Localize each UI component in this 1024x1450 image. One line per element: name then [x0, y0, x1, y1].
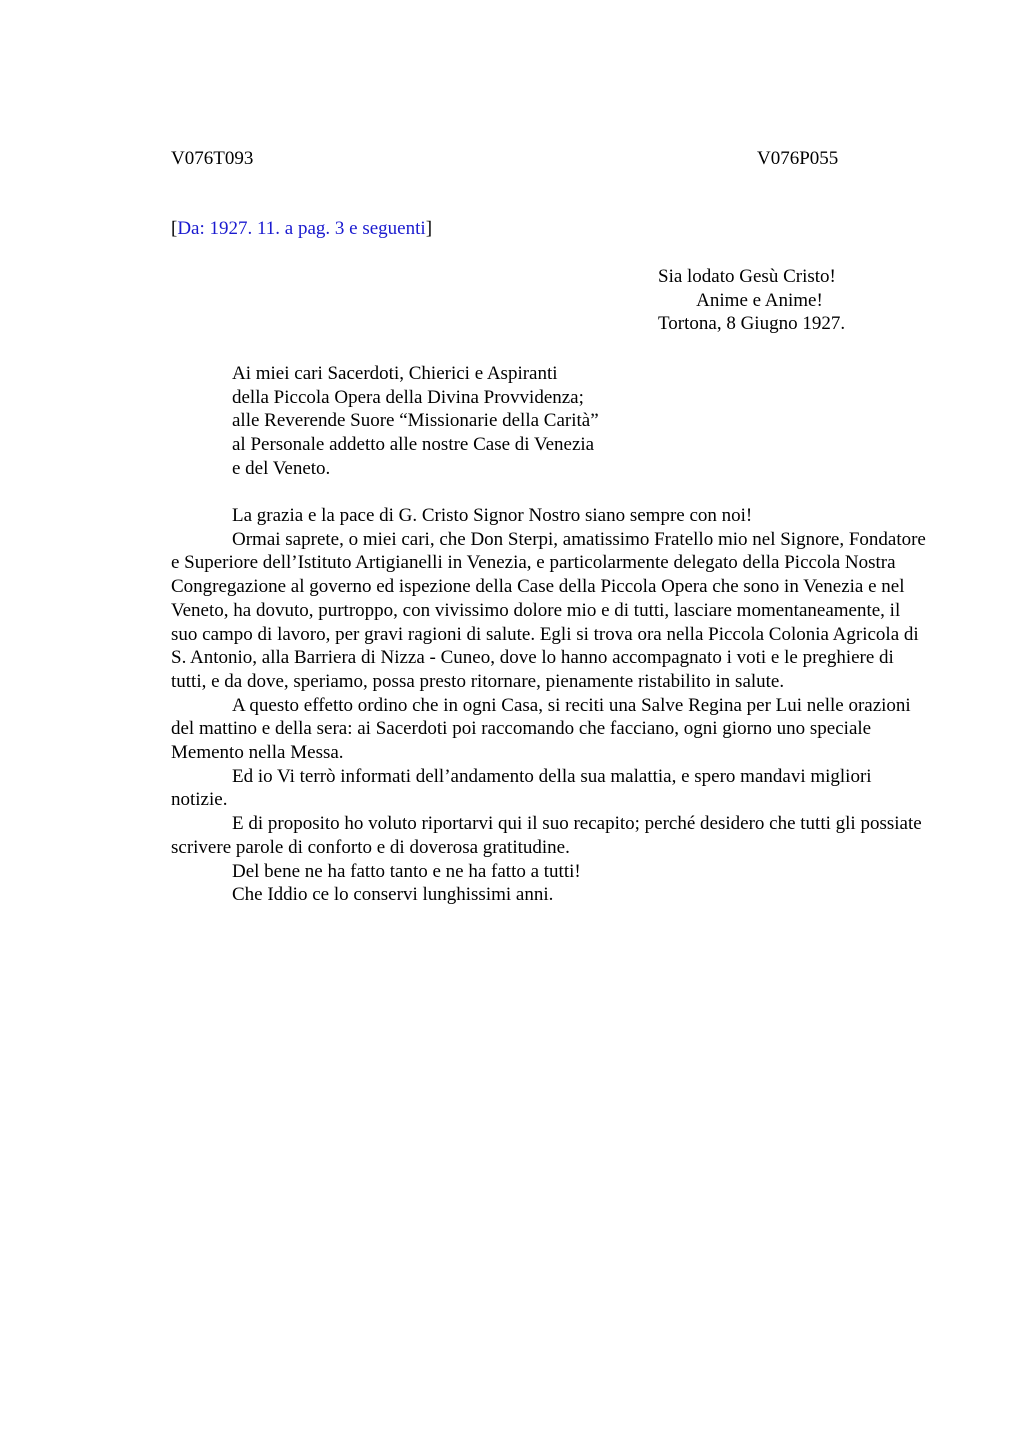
body-paragraph: Che Iddio ce lo conservi lunghissimi anni. [232, 884, 554, 906]
source-close-bracket: ] [425, 218, 433, 239]
document-code-right: V076P055 [757, 148, 839, 169]
address-line: e del Veneto. [232, 457, 331, 479]
letter-date: Tortona, 8 Giugno 1927. [658, 313, 846, 335]
address-line: alle Reverende Suore “Missionarie della Carità” [232, 410, 599, 432]
greeting-block [658, 265, 868, 336]
document-code-left: V076T093 [171, 148, 254, 169]
address-line: Ai miei cari Sacerdoti, Chierici e Aspiranti [232, 363, 558, 384]
address-line: al Personale addetto alle nostre Case di Venezia [232, 434, 595, 456]
address-block [232, 362, 652, 481]
address-line: della Piccola Opera della Divina Provvidenza; [232, 386, 584, 408]
source-reference [171, 217, 432, 241]
letter-body [171, 504, 931, 907]
body-paragraph: Ormai saprete, o miei cari, che Don Sterpi, amatissimo Fratello mio nel Signore, Fondatore e Superiore dell’Istituto Artigianelli in Venezia, e particolarmente delegato della Piccola Nostra Congregazione al governo ed ispezione della Case della Piccola Opera che sono in Venezia e nel Veneto, ha dovuto, purtroppo, con vivissimo dolore mio e di tutti, lasciare momentaneamente, il suo campo di lavoro, per gravi ragioni di salute. Egli si trova ora nella Piccola Colonia Agricola di S. Antonio, alla Barriera di Nizza - Cuneo, dove lo hanno accompagnato i voti e le preghiere di tutti, e da dove, speriamo, possa presto ritornare, pienamente ristabilito in salute. [171, 528, 926, 692]
greeting-line: Sia lodato Gesù Cristo! [658, 266, 836, 287]
source-link[interactable]: Da: 1927. 11. a pag. 3 e seguenti [177, 218, 426, 239]
body-paragraph: La grazia e la pace di G. Cristo Signor Nostro siano sempre con noi! [232, 505, 753, 526]
body-paragraph: E di proposito ho voluto riportarvi qui il suo recapito; perché desidero che tutti gli possiate scrivere parole di conforto e di doverosa gratitudine. [171, 813, 922, 858]
body-paragraph: Ed io Vi terrò informati dell’andamento della sua malattia, e spero mandavi migliori notizie. [171, 765, 872, 811]
body-paragraph: Del bene ne ha fatto tanto e ne ha fatto a tutti! [232, 860, 581, 882]
greeting-line: Anime e Anime! [696, 289, 823, 311]
body-paragraph: A questo effetto ordino che in ogni Casa, si reciti una Salve Regina per Lui nelle orazioni del mattino e della sera: ai Sacerdoti poi raccomando che facciano, ogni giorno uno speciale Memento nella Messa. [171, 694, 911, 764]
source-open-bracket: [ [171, 218, 178, 239]
